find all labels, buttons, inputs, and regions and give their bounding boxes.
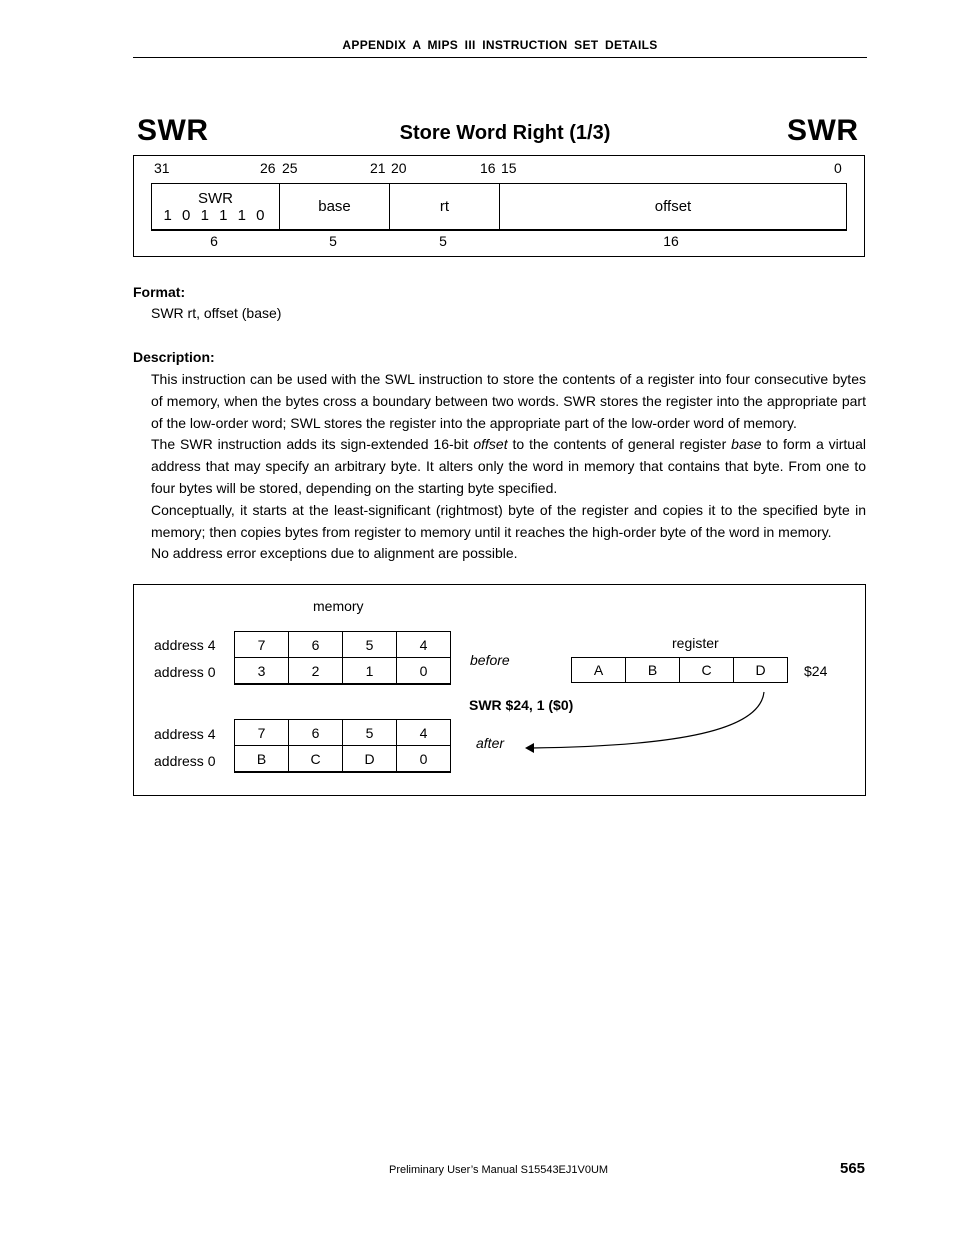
memory-cell: 7 xyxy=(235,632,289,658)
memory-cell: 0 xyxy=(397,746,451,773)
running-header: APPENDIX A MIPS III INSTRUCTION SET DETAILS xyxy=(342,38,658,52)
before-label: before xyxy=(470,652,510,668)
text-run: to the contents of general register xyxy=(507,436,732,452)
memory-cell: C xyxy=(289,746,343,773)
field-width: 16 xyxy=(663,233,679,249)
field-opcode-bits: 1 0 1 1 1 0 xyxy=(163,206,268,224)
memory-cell: D xyxy=(343,746,397,773)
memory-cell: 5 xyxy=(343,632,397,658)
memory-cell: 3 xyxy=(235,658,289,685)
field-offset xyxy=(500,184,846,229)
page-number: 565 xyxy=(840,1160,866,1177)
memory-cell: 6 xyxy=(289,632,343,658)
memory-cell: B xyxy=(235,746,289,773)
bit-number: 26 xyxy=(260,160,276,176)
bit-number: 16 xyxy=(480,160,496,176)
memory-row xyxy=(235,746,451,773)
arrow-curve xyxy=(532,692,764,748)
term-base: base xyxy=(731,436,762,452)
format-syntax: SWR rt, offset (base) xyxy=(151,305,282,321)
register-byte: B xyxy=(626,658,680,683)
description-heading: Description: xyxy=(133,349,215,365)
bit-number: 21 xyxy=(370,160,386,176)
description-paragraph: No address error exceptions due to alignment are possible. xyxy=(151,545,518,561)
instruction-fields xyxy=(151,183,847,231)
address-label: address 0 xyxy=(154,664,216,680)
copy-arrow xyxy=(520,680,780,760)
address-label: address 0 xyxy=(154,753,216,769)
memory-row xyxy=(235,632,451,658)
register-byte: C xyxy=(680,658,734,683)
register-byte: A xyxy=(572,658,626,683)
field-base xyxy=(280,184,390,229)
memory-cell: 7 xyxy=(235,720,289,746)
bit-number: 20 xyxy=(391,160,407,176)
instruction-title: Store Word Right (1/3) xyxy=(399,122,611,144)
mnemonic-right: SWR xyxy=(787,114,859,147)
memory-cell: 1 xyxy=(343,658,397,685)
field-opcode xyxy=(152,184,280,229)
term-offset: offset xyxy=(473,436,508,452)
memory-cell: 2 xyxy=(289,658,343,685)
field-offset-name: offset xyxy=(654,198,692,215)
footer-manual: Preliminary User’s Manual S15543EJ1V0UM xyxy=(389,1164,609,1176)
text-run: The SWR instruction adds its sign-extended 16-bit xyxy=(151,436,474,452)
text-run: to form a virtual address that may specify an arbitrary byte. It alters only the word in memory that contains that byte. From one to four bytes will be stored, depending on the starting byte specified. xyxy=(151,436,866,496)
register-name: $24 xyxy=(804,663,828,679)
memory-cell: 0 xyxy=(397,658,451,685)
memory-row xyxy=(235,720,451,746)
format-heading: Format: xyxy=(133,284,186,300)
field-width: 5 xyxy=(439,233,447,249)
register-label: register xyxy=(672,635,719,651)
bit-number: 15 xyxy=(501,160,517,176)
field-rt-name: rt xyxy=(439,198,450,215)
memory-cell: 4 xyxy=(397,720,451,746)
bit-number: 31 xyxy=(154,160,170,176)
bit-number: 0 xyxy=(834,160,842,176)
memory-label: memory xyxy=(313,598,364,614)
field-width: 5 xyxy=(329,233,337,249)
description-paragraph: This instruction can be used with the SWL instruction to store the contents of a register into four consecutive bytes of memory, when the bytes cross a boundary between two words. SWR stores the register into the appropriate part of the low-order word; SWL stores the register into the appropriate part of the low-order word of memory. xyxy=(151,371,866,431)
field-base-name: base xyxy=(318,198,351,215)
address-label: address 4 xyxy=(154,726,216,742)
register-row xyxy=(572,658,788,683)
arrow-head xyxy=(525,743,534,753)
field-opcode-name: SWR xyxy=(198,189,233,207)
memory-cell: 6 xyxy=(289,720,343,746)
memory-after-table xyxy=(234,719,451,773)
field-width: 6 xyxy=(210,233,218,249)
header-rule xyxy=(133,57,867,58)
memory-row xyxy=(235,658,451,685)
memory-cell: 5 xyxy=(343,720,397,746)
example-instruction: SWR $24, 1 ($0) xyxy=(469,697,574,713)
address-label: address 4 xyxy=(154,637,216,653)
memory-before-table xyxy=(234,631,451,685)
bit-number: 25 xyxy=(282,160,298,176)
register-byte: D xyxy=(734,658,788,683)
memory-cell: 4 xyxy=(397,632,451,658)
description-paragraph: Conceptually, it starts at the least-significant (rightmost) byte of the register and copies it to the specified byte in memory; then copies bytes from register to memory until it reaches the high-order byte of the word in memory. xyxy=(151,502,866,540)
field-rt xyxy=(390,184,500,229)
description-paragraph xyxy=(151,434,866,499)
after-label: after xyxy=(476,735,505,751)
mnemonic-left: SWR xyxy=(137,114,209,147)
